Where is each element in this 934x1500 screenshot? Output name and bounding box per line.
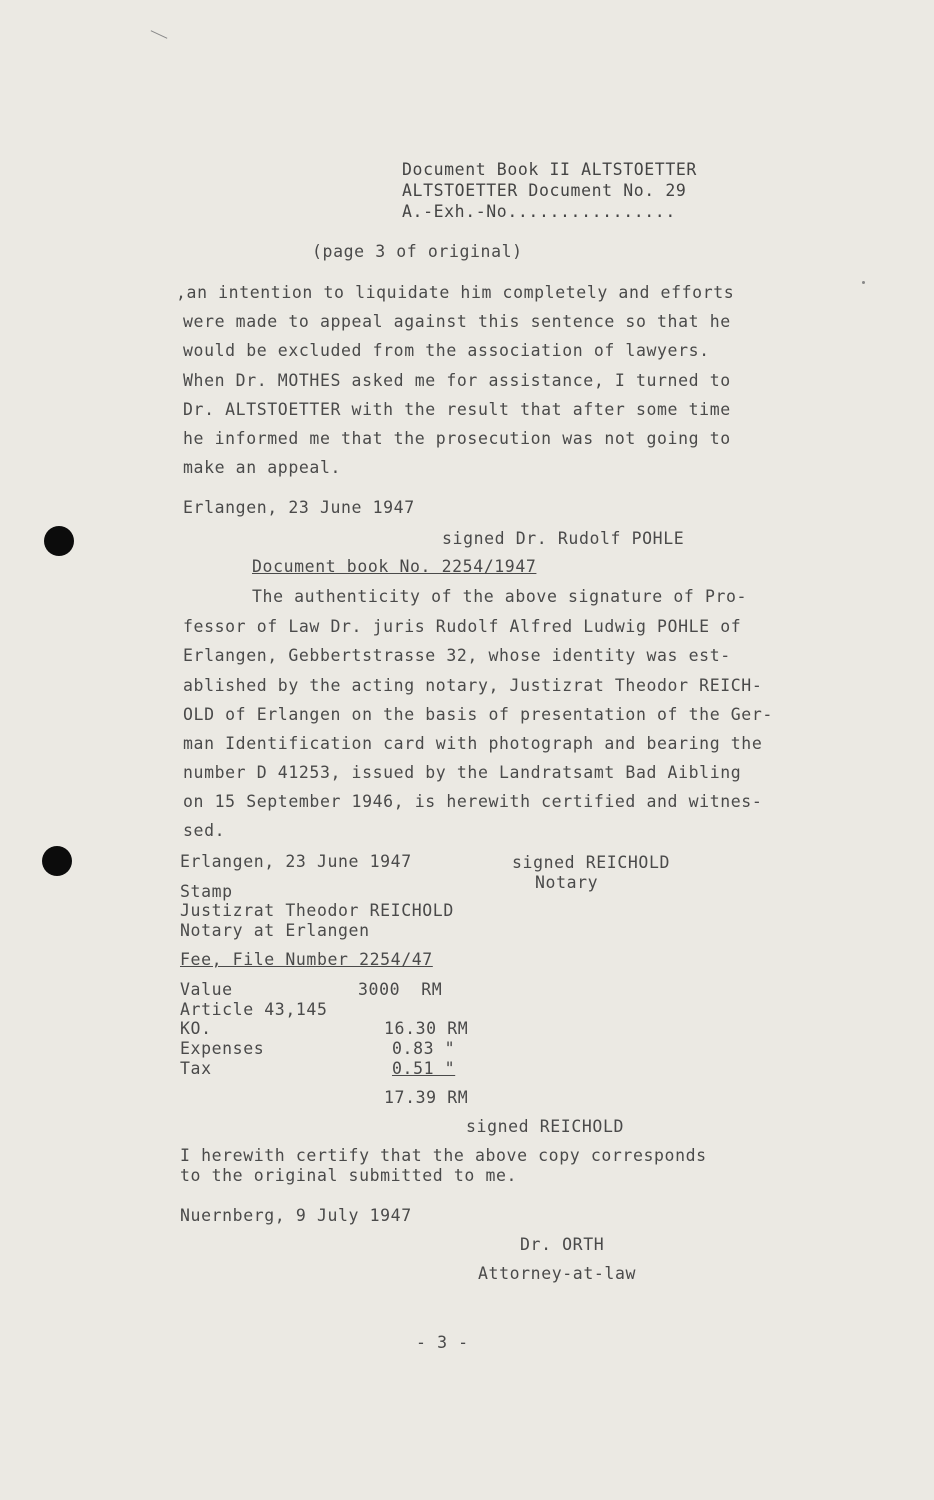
- fee-title: Fee, File Number 2254/47: [180, 950, 433, 969]
- certification-line: man Identification card with photograph and bearing the: [183, 734, 763, 753]
- stamp-line: Notary at Erlangen: [180, 921, 370, 940]
- certification-line: number D 41253, issued by the Landratsamt Bad Aibling: [183, 763, 742, 782]
- document-book-number: Document book No. 2254/1947: [252, 557, 537, 576]
- attorney-name: Dr. ORTH: [520, 1235, 605, 1254]
- signature-line: signed Dr. Rudolf POHLE: [442, 529, 685, 548]
- certification-line: Erlangen, Gebbertstrasse 32, whose identity was est-: [183, 646, 731, 665]
- fee-amount: 16.30 RM: [384, 1019, 469, 1038]
- certification-line: ablished by the acting notary, Justizrat Theodor REICH-: [183, 676, 763, 695]
- fee-amount: 0.83 ": [392, 1039, 456, 1058]
- attorney-title: Attorney-at-law: [478, 1264, 637, 1283]
- place-date: Erlangen, 23 June 1947: [180, 852, 412, 871]
- signature-line: signed REICHOLD: [466, 1117, 625, 1136]
- header-document-number: ALTSTOETTER Document No. 29: [402, 181, 687, 200]
- attest-line: to the original submitted to me.: [180, 1166, 518, 1185]
- stamp-line: Justizrat Theodor REICHOLD: [180, 901, 454, 920]
- page-number: - 3 -: [416, 1333, 469, 1352]
- paper-speck: [151, 30, 168, 39]
- attest-line: I herewith certify that the above copy corresponds: [180, 1146, 707, 1165]
- place-date: Nuernberg, 9 July 1947: [180, 1206, 412, 1225]
- signature-line: signed REICHOLD: [512, 853, 671, 872]
- body-line: were made to appeal against this sentence so that he: [183, 312, 731, 331]
- fee-label: Expenses: [180, 1039, 265, 1058]
- place-date: Erlangen, 23 June 1947: [183, 498, 415, 517]
- header-book: Document Book II ALTSTOETTER: [402, 160, 697, 179]
- body-line: would be excluded from the association of lawyers.: [183, 341, 710, 360]
- punch-hole: [44, 526, 74, 556]
- certification-line: The authenticity of the above signature of Pro-: [252, 587, 748, 606]
- certification-line: fessor of Law Dr. juris Rudolf Alfred Ludwig POHLE of: [183, 617, 742, 636]
- fee-label: Article 43,145: [180, 1000, 328, 1019]
- stamp-line: Stamp: [180, 882, 233, 901]
- body-line: make an appeal.: [183, 458, 342, 477]
- fee-label: KO.: [180, 1019, 212, 1038]
- paper-speck: [862, 281, 865, 284]
- certification-line: OLD of Erlangen on the basis of presentation of the Ger-: [183, 705, 773, 724]
- fee-label: Tax: [180, 1059, 212, 1078]
- body-line: ,an intention to liquidate him completely and efforts: [176, 283, 735, 302]
- page-note: (page 3 of original): [312, 242, 523, 261]
- certification-line: on 15 September 1946, is herewith certified and witnes-: [183, 792, 763, 811]
- header-exhibit-number: A.-Exh.-No................: [402, 202, 676, 221]
- body-line: When Dr. MOTHES asked me for assistance, I turned to: [183, 371, 731, 390]
- fee-amount: 3000 RM: [358, 980, 443, 999]
- fee-label: Value: [180, 980, 233, 999]
- notary-title: Notary: [535, 873, 599, 892]
- punch-hole: [42, 846, 72, 876]
- certification-line: sed.: [183, 821, 226, 840]
- fee-amount: 0.51 ": [392, 1059, 456, 1078]
- body-line: Dr. ALTSTOETTER with the result that after some time: [183, 400, 731, 419]
- body-line: he informed me that the prosecution was not going to: [183, 429, 731, 448]
- fee-total: 17.39 RM: [384, 1088, 469, 1107]
